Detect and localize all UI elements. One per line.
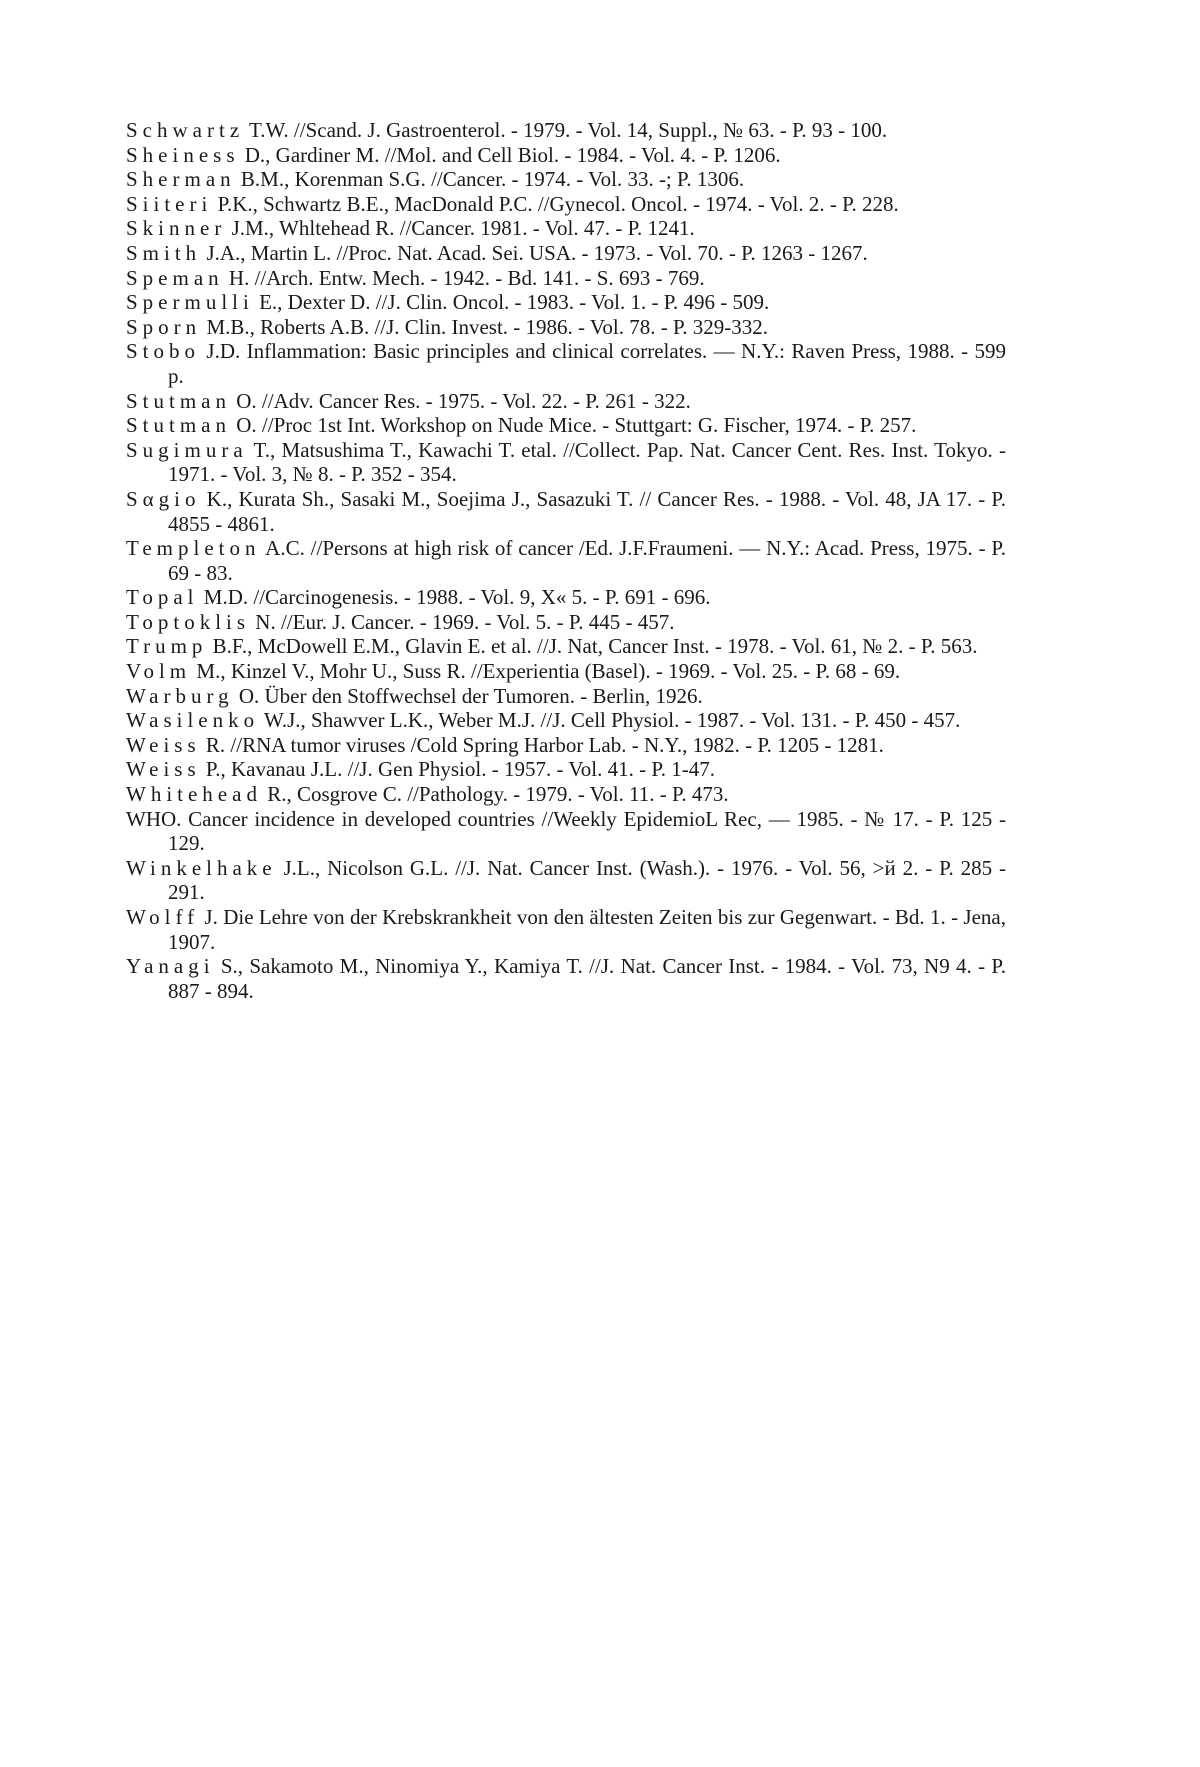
reference-entry [126, 807, 1006, 856]
reference-entry [126, 733, 1006, 758]
reference-first-author: Templeton [126, 536, 261, 561]
reference-first-author: Weiss [126, 732, 201, 757]
reference-citation: J. Die Lehre von der Krebskrankheit von den ältesten Zeiten bis zur Gegenwart. - Bd. 1. - Jena, 1907. [168, 905, 1006, 954]
reference-list [126, 118, 1006, 1003]
reference-citation: T.W. //Scand. J. Gastroenterol. - 1979. - Vol. 14, Suppl., № 63. - P. 93 - 100. [244, 118, 888, 142]
reference-citation: J.D. Inflammation: Basic principles and clinical correlates. — N.Y.: Raven Press, 1988. - 599 p. [168, 339, 1006, 388]
reference-first-author: Topal [126, 585, 199, 610]
reference-citation: A.C. //Persons at high risk of cancer /Ed. J.F.Fraumeni. — N.Y.: Acad. Press, 1975. - P. 69 - 83. [168, 536, 1006, 585]
reference-citation: W.J., Shawver L.K., Weber M.J. //J. Cell Physiol. - 1987. - Vol. 131. - P. 450 - 457. [259, 708, 961, 733]
reference-citation: O. //Adv. Cancer Res. - 1975. - Vol. 22. - P. 261 - 322. [231, 388, 691, 413]
reference-citation: K., Kurata Sh., Sasaki M., Soejima J., Sasazuki T. // Cancer Res. - 1988. - Vol. 48, JA 17. - P. 4855 - 4861. [168, 486, 1006, 536]
reference-first-author: Yanagi [126, 954, 215, 979]
reference-first-author: Sporn [126, 314, 202, 339]
reference-entry [126, 487, 1006, 536]
reference-citation: O. //Proc 1st Int. Workshop on Nude Mice. - Stuttgart: G. Fischer, 1974. - P. 257. [231, 413, 917, 438]
reference-citation: S., Sakamoto M., Ninomiya Y., Kamiya T. //J. Nat. Cancer Inst. - 1984. - Vol. 73, N9 4. - P. 887 - 894. [168, 954, 1006, 1003]
reference-entry [126, 413, 1006, 438]
reference-citation: M.D. //Carcinogenesis. - 1988. - Vol. 9, X« 5. - P. 691 - 696. [198, 585, 711, 610]
reference-first-author: Sherman [126, 167, 236, 192]
reference-first-author: Stobo [126, 339, 201, 364]
reference-first-author: Whitehead [126, 782, 262, 807]
reference-entry [126, 167, 1006, 192]
reference-entry [126, 389, 1006, 414]
reference-entry [126, 905, 1006, 954]
reference-first-author: Spermulli [126, 290, 254, 315]
reference-entry [126, 118, 1006, 143]
reference-entry [126, 585, 1006, 610]
reference-citation: E., Dexter D. //J. Clin. Oncol. - 1983. - Vol. 1. - P. 496 - 509. [253, 290, 770, 315]
reference-citation: J.A., Martin L. //Proc. Nat. Acad. Sei. USA. - 1973. - Vol. 70. - P. 1263 - 1267. [201, 240, 868, 265]
reference-entry [126, 315, 1006, 340]
reference-citation: B.F., McDowell E.M., Glavin E. et al. //J. Nat, Cancer Inst. - 1978. - Vol. 61, № 2. - P. 563. [207, 634, 978, 659]
reference-entry [126, 216, 1006, 241]
reference-entry [126, 536, 1006, 585]
reference-entry [126, 241, 1006, 266]
reference-first-author: Weiss [126, 757, 201, 782]
reference-citation: R. //RNA tumor viruses /Cold Spring Harbor Lab. - N.Y., 1982. - P. 1205 - 1281. [200, 732, 884, 757]
reference-entry [126, 708, 1006, 733]
reference-citation: T., Matsushima T., Kawachi T. etal. //Collect. Pap. Nat. Cancer Cent. Res. Inst. Tokyo. - 1971. - Vol. 3, № 8. - P. 352 - 354. [168, 437, 1006, 487]
reference-first-author: Wolff [126, 905, 200, 929]
reference-entry [126, 339, 1006, 388]
reference-citation: O. Über den Stoffwechsel der Tumoren. - Berlin, 1926. [233, 683, 703, 708]
reference-citation: R., Cosgrove C. //Pathology. - 1979. - Vol. 11. - P. 473. [261, 782, 729, 807]
reference-first-author: Smith [126, 240, 202, 265]
reference-first-author: Siiteri [126, 191, 213, 216]
reference-citation: WHO. Cancer incidence in developed countries //Weekly EpidemioL Rec, — 1985. - № 17. - P. 125 - 129. [126, 806, 1006, 856]
reference-entry [126, 143, 1006, 168]
reference-citation: B.M., Korenman S.G. //Cancer. - 1974. - Vol. 33. -; P. 1306. [235, 167, 745, 192]
reference-first-author: Sαgio [126, 486, 201, 511]
reference-citation: M., Kinzel V., Mohr U., Suss R. //Experientia (Basel). - 1969. - Vol. 25. - P. 68 - 69. [191, 659, 901, 684]
reference-first-author: Skinner [126, 216, 227, 241]
reference-first-author: Sugimura [126, 437, 248, 462]
reference-entry [126, 782, 1006, 807]
reference-first-author: Volm [126, 659, 192, 684]
reference-citation: P.K., Schwartz B.E., MacDonald P.C. //Gynecol. Oncol. - 1974. - Vol. 2. - P. 228. [212, 191, 899, 216]
reference-first-author: Wasilenko [126, 708, 260, 733]
reference-first-author: Stutman [126, 413, 232, 438]
reference-entry [126, 757, 1006, 782]
reference-first-author: Toptoklis [126, 609, 251, 634]
reference-citation: J.L., Nicolson G.L. //J. Nat. Cancer Inst. (Wash.). - 1976. - Vol. 56, >й 2. - P. 285 - 291. [168, 855, 1006, 905]
reference-first-author: Trump [126, 634, 208, 659]
reference-entry [126, 192, 1006, 217]
reference-first-author: Winkelhake [126, 855, 277, 880]
reference-first-author: Stutman [126, 388, 232, 413]
reference-first-author: Schwartz [126, 118, 245, 142]
reference-citation: P., Kavanau J.L. //J. Gen Physiol. - 1957. - Vol. 41. - P. 1-47. [200, 757, 715, 782]
reference-entry [126, 856, 1006, 905]
reference-entry [126, 610, 1006, 635]
reference-entry [126, 290, 1006, 315]
reference-first-author: Speman [126, 265, 224, 290]
reference-citation: M.B., Roberts A.B. //J. Clin. Invest. - 1986. - Vol. 78. - P. 329-332. [201, 314, 769, 339]
reference-entry [126, 266, 1006, 291]
reference-entry [126, 684, 1006, 709]
reference-entry [126, 438, 1006, 487]
reference-first-author: Warburg [126, 683, 234, 708]
reference-entry [126, 659, 1006, 684]
reference-first-author: Sheiness [126, 142, 240, 167]
reference-citation: J.M., Whltehead R. //Cancer. 1981. - Vol. 47. - P. 1241. [226, 216, 695, 241]
reference-citation: H. //Arch. Entw. Mech. - 1942. - Bd. 141. - S. 693 - 769. [223, 265, 705, 290]
reference-citation: D., Gardiner M. //Mol. and Cell Biol. - 1984. - Vol. 4. - P. 1206. [239, 142, 781, 167]
reference-entry [126, 954, 1006, 1003]
reference-citation: N. //Eur. J. Cancer. - 1969. - Vol. 5. - P. 445 - 457. [250, 609, 675, 634]
reference-entry [126, 634, 1006, 659]
